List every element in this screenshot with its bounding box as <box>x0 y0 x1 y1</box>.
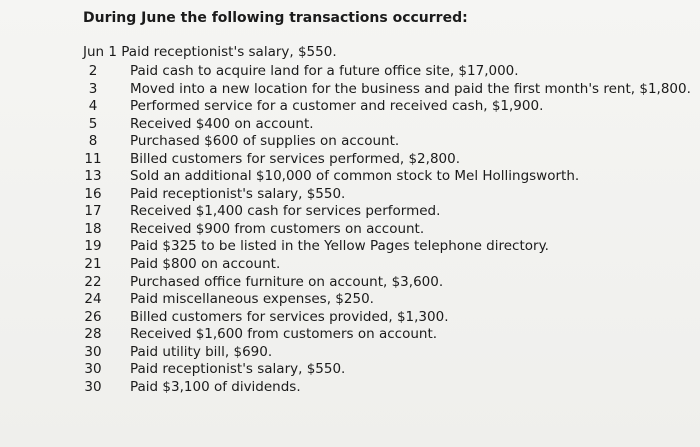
transaction-description: Paid utility bill, $690. <box>130 343 273 360</box>
transaction-day: 26 <box>84 308 102 325</box>
transaction-description: Moved into a new location for the business and paid the first month's rent, $1,800. <box>130 80 691 97</box>
transaction-day: 16 <box>84 185 102 202</box>
transaction-description: Purchased $600 of supplies on account. <box>130 133 400 150</box>
transaction-day: 30 <box>84 343 102 360</box>
transaction-day: 2 <box>88 63 98 79</box>
page-title: During June the following transactions occurred: <box>83 10 468 26</box>
transaction-day: 30 <box>84 361 102 378</box>
transaction-day: 18 <box>84 220 102 237</box>
transaction-day: 13 <box>84 168 102 185</box>
transaction-day: 21 <box>84 256 102 273</box>
intro-transaction: Jun 1 Paid receptionist's salary, $550. <box>83 44 337 60</box>
transaction-day: 24 <box>84 291 102 308</box>
transaction-day: 19 <box>84 238 102 255</box>
transaction-description: Paid $800 on account. <box>130 256 281 273</box>
transaction-day: 11 <box>84 150 102 167</box>
transaction-description: Received $1,400 cash for services performed. <box>130 203 441 220</box>
transaction-description: Received $900 from customers on account. <box>130 220 425 237</box>
transaction-day: 22 <box>84 273 102 290</box>
transaction-description: Paid receptionist's salary, $550. <box>130 185 346 202</box>
transaction-description: Received $1,600 from customers on account. <box>130 326 438 343</box>
transaction-day: 3 <box>88 80 98 97</box>
transaction-day: 17 <box>84 203 102 220</box>
transaction-description: Received $400 on account. <box>130 115 314 132</box>
transaction-description: Paid cash to acquire land for a future office site, $17,000. <box>130 63 519 79</box>
transaction-description: Billed customers for services performed, $2,800. <box>130 150 460 167</box>
transaction-description: Billed customers for services provided, $1,300. <box>130 308 449 325</box>
transaction-day: 28 <box>84 326 102 343</box>
transaction-day: 5 <box>88 115 98 132</box>
transaction-day: 30 <box>84 378 102 395</box>
transaction-description: Paid receptionist's salary, $550. <box>130 361 346 378</box>
transaction-description: Sold an additional $10,000 of common stock to Mel Hollingsworth. <box>130 168 580 185</box>
transaction-description: Performed service for a customer and received cash, $1,900. <box>130 98 544 115</box>
transaction-description: Paid miscellaneous expenses, $250. <box>130 291 374 308</box>
transaction-day: 8 <box>88 133 98 150</box>
transaction-description: Paid $3,100 of dividends. <box>130 378 301 395</box>
transaction-day: 4 <box>88 98 98 115</box>
transaction-description: Paid $325 to be listed in the Yellow Pages telephone directory. <box>130 238 549 255</box>
transaction-description: Purchased office furniture on account, $3,600. <box>130 273 444 290</box>
